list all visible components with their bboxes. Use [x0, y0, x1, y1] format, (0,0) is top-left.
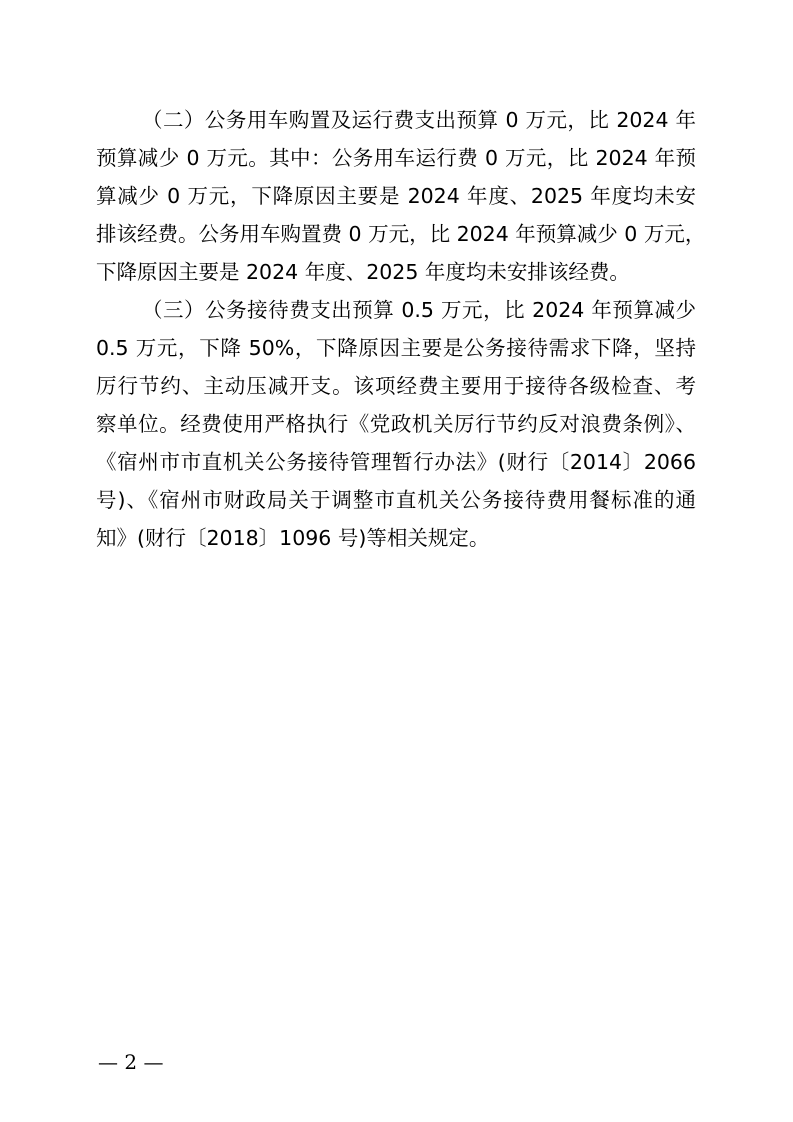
paragraph-line: （二）公务用车购置及运行费支出预算 0 万元，比 2024 年 [142, 108, 696, 132]
paragraph-line: 下降原因主要是 2024 年度、2025 年度均未安排该经费。 [96, 260, 630, 284]
page-number: — 2 — [98, 1050, 164, 1074]
paragraph-line: 厉行节约、主动压减开支。该项经费主要用于接待各级检查、考 [96, 374, 696, 398]
paragraph-line: 号)、《宿州市财政局关于调整市直机关公务接待费用餐标准的通 [96, 488, 696, 512]
paragraph-vehicle-expenses [96, 101, 706, 291]
paragraph-line: 算减少 0 万元，下降原因主要是 2024 年度、2025 年度均未安 [96, 184, 696, 208]
paragraph-line: 知》(财行〔2018〕1096 号)等相关规定。 [96, 526, 490, 550]
paragraph-line: 排该经费。公务用车购置费 0 万元，比 2024 年预算减少 0 万元， [96, 222, 706, 246]
paragraph-line: 0.5 万元，下降 50%，下降原因主要是公务接待需求下降，坚持 [96, 336, 696, 360]
paragraph-reception-expenses [96, 291, 696, 557]
paragraph-line: 《宿州市市直机关公务接待管理暂行办法》(财行〔2014〕2066 [96, 450, 696, 474]
paragraph-line: （三）公务接待费支出预算 0.5 万元，比 2024 年预算减少 [142, 298, 696, 322]
document-body [96, 101, 706, 557]
paragraph-line: 察单位。经费使用严格执行《党政机关厉行节约反对浪费条例》、 [96, 412, 696, 436]
paragraph-line: 预算减少 0 万元。其中：公务用车运行费 0 万元，比 2024 年预 [96, 146, 696, 170]
